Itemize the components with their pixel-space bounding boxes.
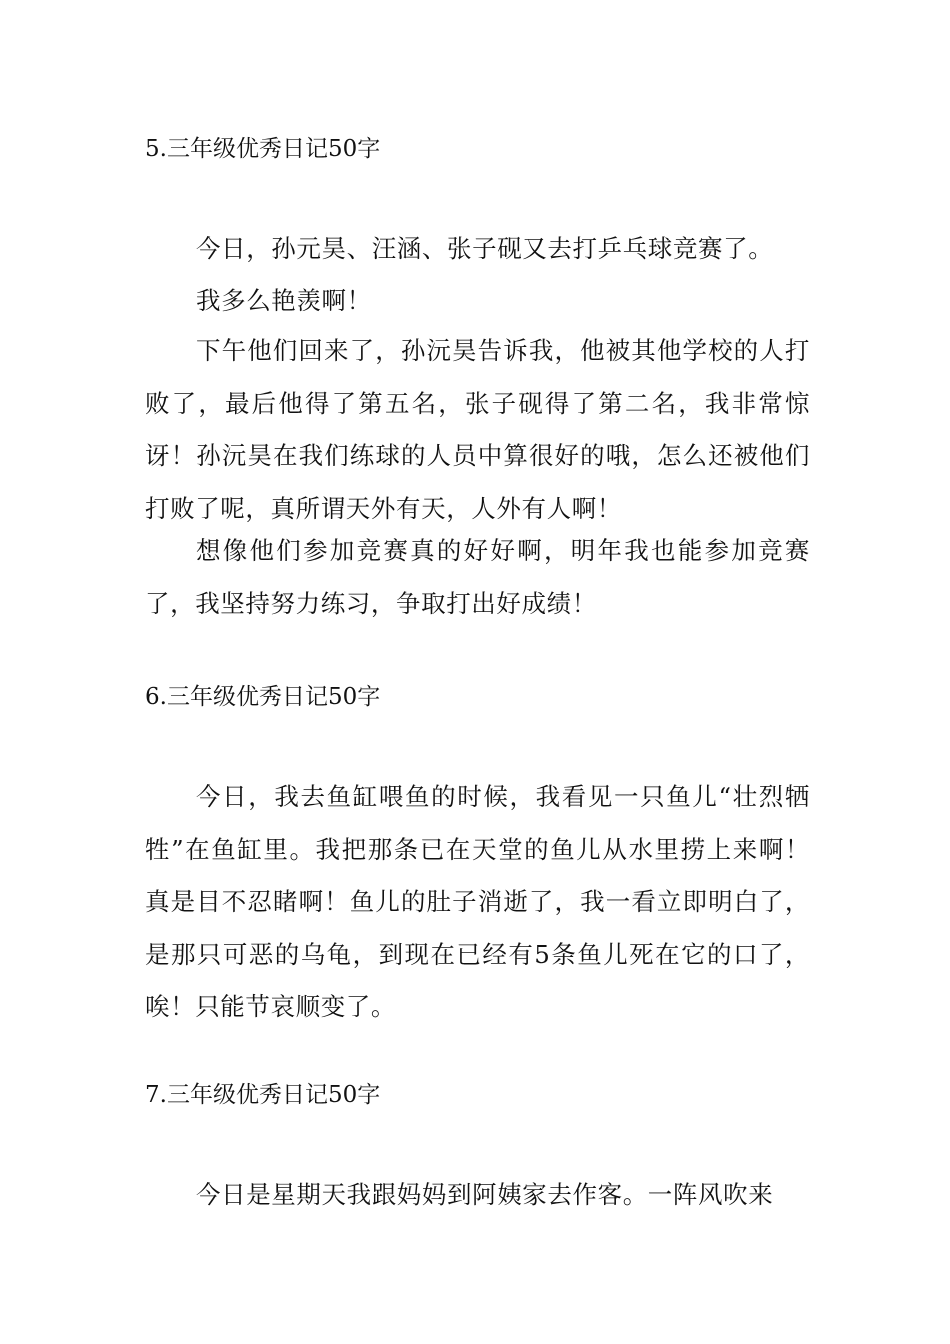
section-heading-5: 5.三年级优秀日记50字 [145,136,381,162]
section-heading-7: 7.三年级优秀日记50字 [145,1082,381,1108]
section-7-paragraph-1: 今日是星期天我跟妈妈到阿姨家去作客。一阵风吹来 [196,1180,774,1209]
document-page [145,0,810,1344]
section-heading-6: 6.三年级优秀日记50字 [145,684,381,710]
section-6-paragraph-1: 今日，我去鱼缸喂鱼的时候，我看见一只鱼儿“壮烈牺牲”在鱼缸里。我把那条已在天堂的鱼儿从水里捞上来啊！真是目不忍睹啊！鱼儿的肚子消逝了，我一看立即明白了，是那只可恶的乌龟，到现在已经有5条鱼儿死在它的口了，唉！只能节哀顺变了。 [145,782,810,1021]
section-5-paragraph-3: 下午他们回来了，孙沅昊告诉我，他被其他学校的人打败了，最后他得了第五名，张子砚得了第二名，我非常惊讶！孙沅昊在我们练球的人员中算很好的哦，怎么还被他们打败了呢，真所谓天外有天，人外有人啊！ [145,336,810,523]
section-5-paragraph-4: 想像他们参加竞赛真的好好啊，明年我也能参加竞赛了，我坚持努力练习，争取打出好成绩！ [145,536,810,618]
section-5-paragraph-2: 我多么艳羡啊！ [196,286,372,315]
section-5-paragraph-1: 今日，孙元昊、汪涵、张子砚又去打乒乓球竞赛了。 [196,234,774,263]
